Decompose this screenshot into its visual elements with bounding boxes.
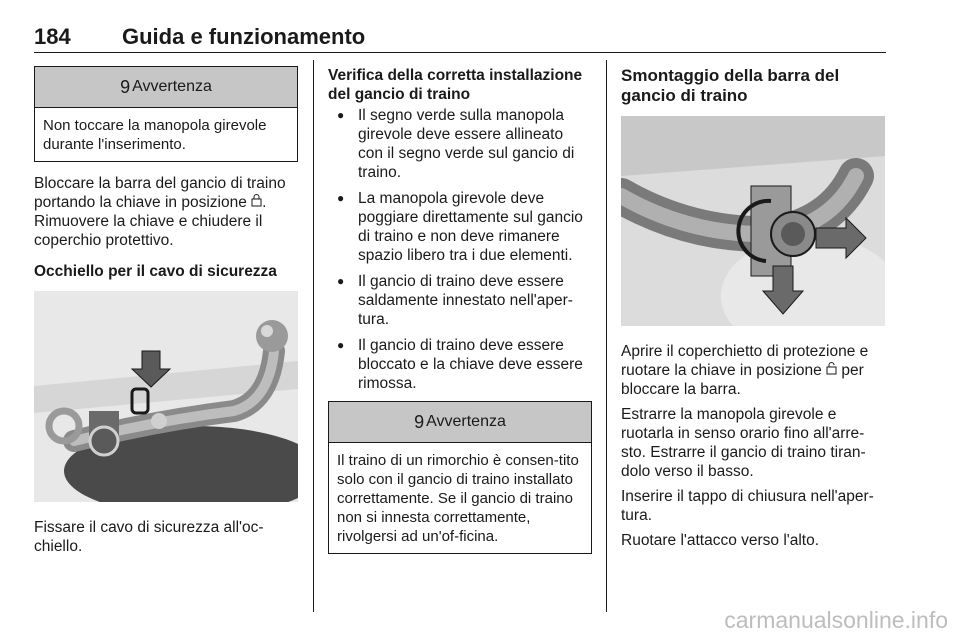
column-middle [328, 66, 592, 554]
list-item: ● Il gancio di traino deve essere saldamente innestato nell'aper-tura. [328, 272, 592, 329]
lock-closed-icon [251, 193, 262, 212]
column-left [34, 66, 298, 556]
warning-title: Avvertenza [132, 78, 212, 95]
towbar-removal-illustration [621, 116, 885, 326]
paragraph-rotate-socket: Ruotare l'attacco verso l'alto. [621, 532, 820, 549]
paragraph-insert-plug: Inserire il tappo di chiusura nell'aper-tura. [621, 488, 874, 524]
caption-safety-cable: Fissare il cavo di sicurezza all'oc-chiello. [34, 519, 264, 555]
heading-verify-installation: Verifica della corretta installazione del gancio di traino [328, 67, 583, 103]
column-right [621, 66, 886, 550]
warning-header [329, 402, 591, 443]
watermark: carmanualsonline.info [724, 607, 948, 633]
warning-header [35, 67, 297, 108]
warning-text: Non toccare la manopola girevole durante l'inserimento. [43, 117, 267, 153]
warning-icon: 9 [414, 411, 425, 432]
subheading-safety-cable: Occhiello per il cavo di sicurezza [34, 263, 277, 280]
heading-removal: Smontaggio della barra del gancio di traino [621, 66, 840, 105]
list-item: ● Il segno verde sulla manopola girevole deve essere allineato con il segno verde sul gancio di traino. [328, 106, 592, 182]
list-item: ● La manopola girevole deve poggiare direttamente sul gancio di traino e non deve rimanere spazio libero tra i due elementi. [328, 189, 592, 265]
paragraph-pull-knob: Estrarre la manopola girevole e ruotarla in senso orario fino all'arre-sto. Estrarre il gancio di traino tiran-dolo verso il basso. [621, 406, 866, 480]
lock-open-icon [826, 361, 837, 380]
towbar-eyelet-illustration [34, 291, 298, 502]
paragraph-open-cover: Aprire il coperchietto di protezione e ruotare la chiave in posizione per bloccare la barra. [621, 343, 869, 398]
warning-box [34, 66, 298, 162]
verification-list [328, 106, 592, 393]
paragraph-lock: Bloccare la barra del gancio di traino portando la chiave in posizione . Rimuovere la chiave e chiudere il coperchio protettivo. [34, 175, 286, 249]
column-divider [313, 60, 314, 612]
list-item: ● Il gancio di traino deve essere bloccato e la chiave deve essere rimossa. [328, 336, 592, 393]
page-title: Guida e funzionamento [122, 24, 366, 49]
page-number: 184 [34, 24, 71, 49]
warning-text: Il traino di un rimorchio è consen-tito solo con il gancio di traino installato correttamente. Se il gancio di traino non si innesta correttamente, rivolgersi ad un'of-ficina. [337, 452, 579, 545]
page-header [34, 22, 886, 53]
column-divider [606, 60, 607, 612]
warning-title: Avvertenza [426, 413, 506, 430]
warning-box [328, 401, 592, 554]
warning-icon: 9 [120, 76, 131, 97]
